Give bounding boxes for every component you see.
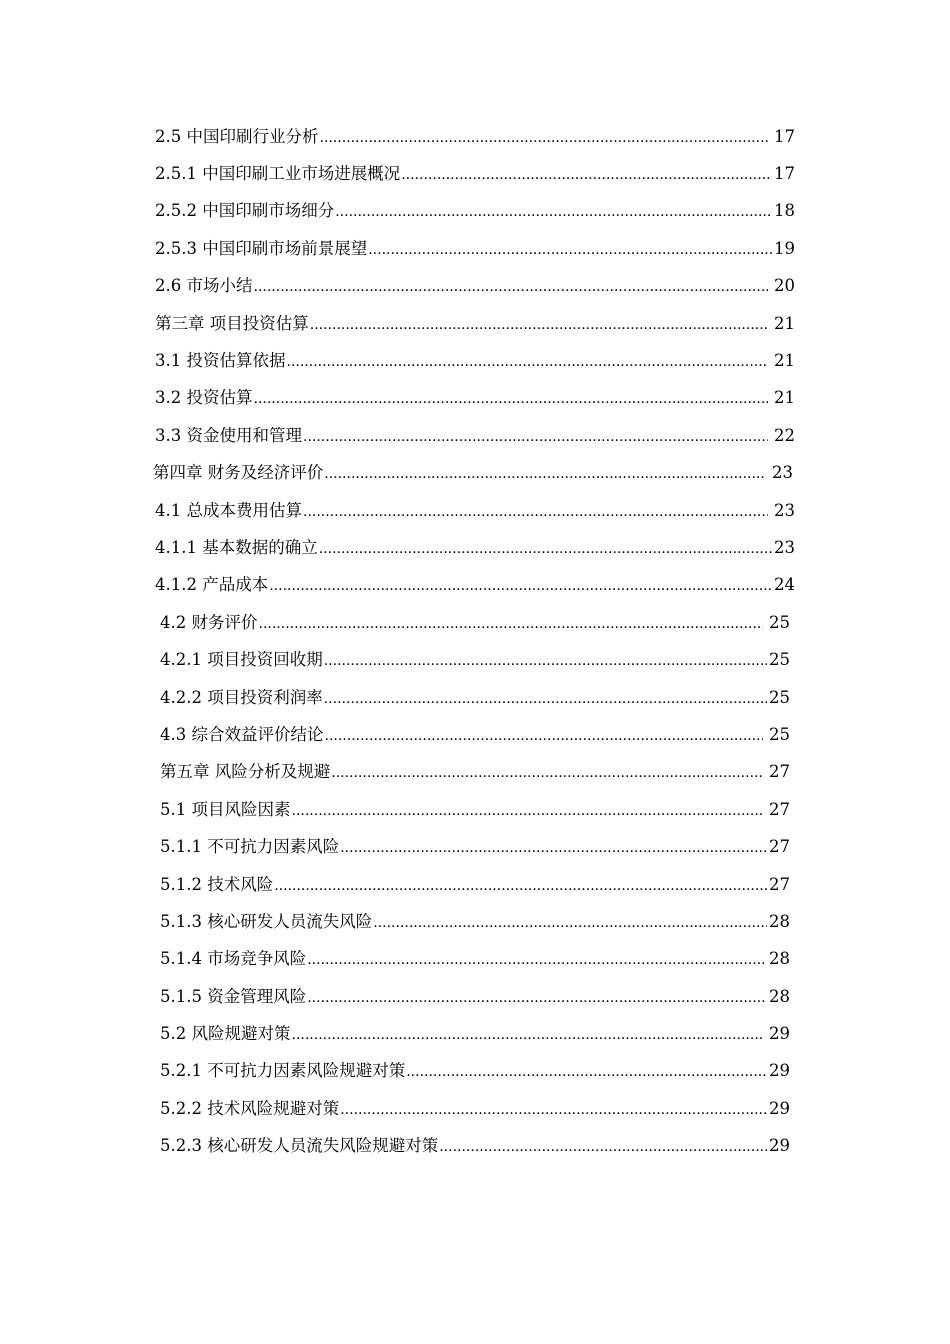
toc-entry-page-number: 28 xyxy=(769,986,790,1006)
toc-entry[interactable] xyxy=(0,903,950,940)
toc-entry[interactable] xyxy=(0,155,950,192)
toc-entry-page-number: 21 xyxy=(768,388,795,408)
toc-entry-title: 5.1.1 不可抗力因素风险 xyxy=(160,837,340,857)
toc-dot-leader xyxy=(324,688,767,708)
toc-entry-title: 5.1.3 核心研发人员流失风险 xyxy=(160,911,373,931)
toc-entry-title: 5.1.5 资金管理风险 xyxy=(160,986,307,1006)
toc-entry-page-number: 27 xyxy=(769,837,790,857)
toc-entry-page-number: 28 xyxy=(769,911,790,931)
toc-entry-title: 5.1.2 技术风险 xyxy=(160,874,274,894)
toc-dot-leader xyxy=(254,388,769,408)
toc-dot-leader xyxy=(401,164,772,184)
toc-entry-title: 2.5.3 中国印刷市场前景展望 xyxy=(155,238,368,258)
toc-entry-page-number: 17 xyxy=(768,127,795,147)
toc-entry-title: 第四章 财务及经济评价 xyxy=(153,463,324,483)
toc-entry-title: 2.6 市场小结 xyxy=(155,276,253,296)
toc-dot-leader xyxy=(292,1024,764,1044)
toc-entry-title: 4.2.1 项目投资回收期 xyxy=(160,650,323,670)
toc-entry-page-number: 28 xyxy=(769,949,790,969)
toc-entry-page-number: 25 xyxy=(763,725,790,745)
toc-dot-leader xyxy=(320,127,769,147)
toc-entry-page-number: 29 xyxy=(769,1136,790,1156)
toc-entry[interactable] xyxy=(0,1053,950,1090)
toc-entry-page-number: 29 xyxy=(769,1061,790,1081)
toc-entry[interactable] xyxy=(0,230,950,267)
toc-entry-title: 5.2.1 不可抗力因素风险规避对策 xyxy=(160,1061,406,1081)
toc-entry[interactable] xyxy=(0,641,950,678)
toc-entry-title: 第五章 风险分析及规避 xyxy=(160,762,331,782)
toc-entry-page-number: 20 xyxy=(768,276,795,296)
toc-dot-leader xyxy=(303,501,768,521)
toc-entry-page-number: 27 xyxy=(763,762,790,782)
toc-entry-title: 3.3 资金使用和管理 xyxy=(155,425,302,445)
toc-entry[interactable] xyxy=(0,679,950,716)
toc-entry-page-number: 21 xyxy=(768,351,795,371)
toc-entry-title: 4.2.2 项目投资利润率 xyxy=(160,687,323,707)
toc-entry-page-number: 29 xyxy=(763,1024,790,1044)
toc-dot-leader xyxy=(303,426,768,446)
toc-dot-leader xyxy=(310,314,768,334)
toc-entry-page-number: 23 xyxy=(766,463,793,483)
toc-entry-page-number: 17 xyxy=(774,164,795,184)
toc-entry[interactable] xyxy=(0,978,950,1015)
toc-dot-leader xyxy=(287,351,769,371)
toc-dot-leader xyxy=(340,837,767,857)
toc-entry-title: 第三章 项目投资估算 xyxy=(155,313,309,333)
toc-dot-leader xyxy=(368,239,772,259)
toc-entry-page-number: 19 xyxy=(774,238,795,258)
toc-dot-leader xyxy=(319,538,772,558)
toc-entry[interactable] xyxy=(0,1090,950,1127)
toc-entry-title: 4.1.1 基本数据的确立 xyxy=(155,537,318,557)
toc-entry-page-number: 25 xyxy=(763,613,790,633)
toc-entry-title: 3.2 投资估算 xyxy=(155,388,253,408)
toc-entry[interactable] xyxy=(0,866,950,903)
toc-entry-title: 5.2.3 核心研发人员流失风险规避对策 xyxy=(160,1136,439,1156)
toc-entry-title: 4.1.2 产品成本 xyxy=(155,575,269,595)
toc-dot-leader xyxy=(373,912,767,932)
toc-entry[interactable] xyxy=(0,118,950,155)
toc-dot-leader xyxy=(274,875,767,895)
toc-entry[interactable] xyxy=(0,305,950,342)
toc-entry-page-number: 18 xyxy=(774,201,795,221)
toc-entry[interactable] xyxy=(0,1128,950,1165)
toc-entry-title: 5.2.2 技术风险规避对策 xyxy=(160,1098,340,1118)
toc-entry[interactable] xyxy=(0,455,950,492)
toc-entry-title: 4.1 总成本费用估算 xyxy=(155,500,302,520)
toc-dot-leader xyxy=(307,949,767,969)
toc-dot-leader xyxy=(406,1061,767,1081)
toc-entry-title: 2.5.2 中国印刷市场细分 xyxy=(155,201,335,221)
toc-entry-title: 4.3 综合效益评价结论 xyxy=(160,724,324,744)
toc-dot-leader xyxy=(307,987,767,1007)
toc-entry[interactable] xyxy=(0,828,950,865)
toc-dot-leader xyxy=(340,1099,767,1119)
toc-entry[interactable] xyxy=(0,417,950,454)
toc-entry[interactable] xyxy=(0,268,950,305)
toc-entry-title: 3.1 投资估算依据 xyxy=(155,351,286,371)
toc-dot-leader xyxy=(292,800,764,820)
toc-dot-leader xyxy=(331,762,763,782)
toc-entry-page-number: 21 xyxy=(768,314,795,334)
toc-entry[interactable] xyxy=(0,193,950,230)
toc-dot-leader xyxy=(439,1136,767,1156)
toc-entry-page-number: 23 xyxy=(768,501,795,521)
toc-entry-page-number: 27 xyxy=(769,874,790,894)
toc-entry-page-number: 25 xyxy=(769,687,790,707)
toc-entry-title: 5.1 项目风险因素 xyxy=(160,799,291,819)
toc-entry[interactable] xyxy=(0,754,950,791)
toc-entry-page-number: 27 xyxy=(763,800,790,820)
toc-dot-leader xyxy=(335,201,772,221)
toc-entry[interactable] xyxy=(0,567,950,604)
toc-entry[interactable] xyxy=(0,941,950,978)
toc-entry-page-number: 29 xyxy=(769,1098,790,1118)
toc-entry[interactable] xyxy=(0,791,950,828)
toc-dot-leader xyxy=(324,650,767,670)
toc-entry-title: 4.2 财务评价 xyxy=(160,612,258,632)
toc-dot-leader xyxy=(269,575,772,595)
toc-entry-page-number: 24 xyxy=(774,575,795,595)
toc-entry-page-number: 25 xyxy=(769,650,790,670)
toc-entry[interactable] xyxy=(0,716,950,753)
toc-entry[interactable] xyxy=(0,604,950,641)
toc-entry-title: 2.5 中国印刷行业分析 xyxy=(155,126,319,146)
toc-entry[interactable] xyxy=(0,342,950,379)
toc-entry[interactable] xyxy=(0,492,950,529)
toc-dot-leader xyxy=(325,725,764,745)
toc-entry[interactable] xyxy=(0,1015,950,1052)
table-of-contents xyxy=(0,118,950,1165)
toc-dot-leader xyxy=(254,276,769,296)
toc-entry-title: 5.2 风险规避对策 xyxy=(160,1024,291,1044)
toc-entry[interactable] xyxy=(0,380,950,417)
toc-entry-page-number: 22 xyxy=(768,426,795,446)
toc-entry[interactable] xyxy=(0,529,950,566)
toc-entry-page-number: 23 xyxy=(774,537,795,557)
toc-dot-leader xyxy=(259,613,764,633)
toc-entry-title: 5.1.4 市场竞争风险 xyxy=(160,949,307,969)
toc-entry-title: 2.5.1 中国印刷工业市场进展概况 xyxy=(155,164,401,184)
toc-dot-leader xyxy=(324,463,766,483)
